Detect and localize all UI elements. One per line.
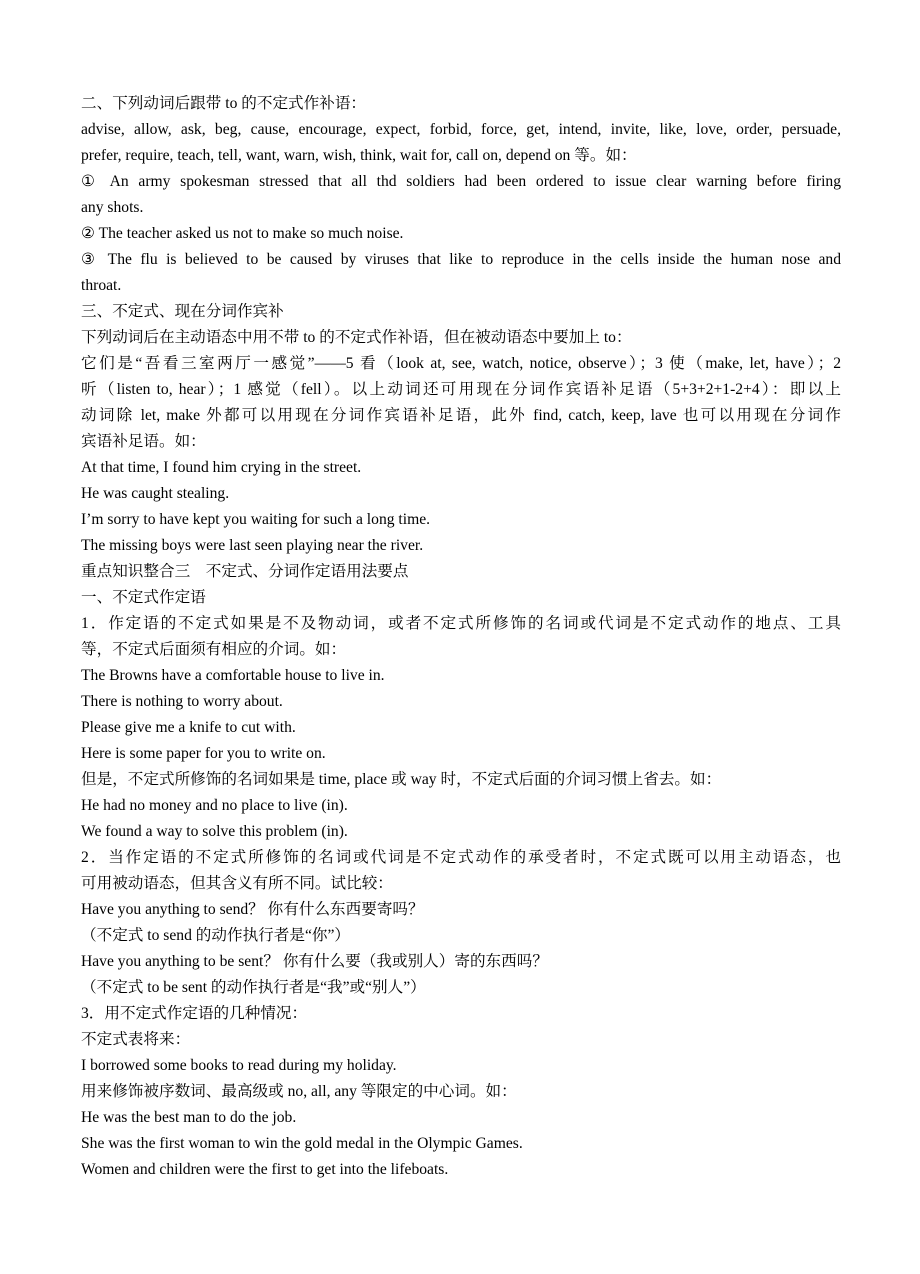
text-line: 三、不定式、现在分词作宾补 xyxy=(81,303,284,320)
text-line: I’m sorry to have kept you waiting for such a long time. xyxy=(81,511,431,528)
text-line: 下列动词后在主动语态中用不带 to 的不定式作补语，但在被动语态中要加上 to： xyxy=(81,329,632,346)
text-line: prefer, require, teach, tell, want, warn, wish, think, wait for, call on, depend on 等。如： xyxy=(81,147,637,164)
text-line: 可用被动语态，但其含义有所不同。试比较： xyxy=(81,875,393,892)
text-line: 1．作定语的不定式如果是不及物动词，或者不定式所修饰的名词或代词是不定式动作的地点、工具 xyxy=(81,615,841,632)
text-line: Women and children were the first to get into the lifeboats. xyxy=(81,1161,449,1178)
text-line: He had no money and no place to live (in). xyxy=(81,797,348,814)
text-line: Here is some paper for you to write on. xyxy=(81,745,326,762)
text-line: any shots. xyxy=(81,199,144,216)
text-line: advise, allow, ask, beg, cause, encourage, expect, forbid, force, get, intend, invite, like, love, order, persuade, xyxy=(81,121,841,138)
text-line: ② The teacher asked us not to make so much noise. xyxy=(81,225,404,242)
text-line: 宾语补足语。如： xyxy=(81,433,206,450)
text-line: The Browns have a comfortable house to live in. xyxy=(81,667,385,684)
text-line: （不定式 to send 的动作执行者是“你”） xyxy=(81,927,350,944)
text-line: Have you anything to be sent？ 你有什么要（我或别人）寄的东西吗？ xyxy=(81,953,548,970)
text-line: 一、不定式作定语 xyxy=(81,589,206,606)
text-line: Have you anything to send？ 你有什么东西要寄吗？ xyxy=(81,901,424,918)
text-line: I borrowed some books to read during my holiday. xyxy=(81,1057,397,1074)
text-line: 重点知识整合三 不定式、分词作定语用法要点 xyxy=(81,563,409,580)
text-line: He was the best man to do the job. xyxy=(81,1109,297,1126)
text-line: 但是，不定式所修饰的名词如果是 time, place 或 way 时，不定式后面的介词习惯上省去。如： xyxy=(81,771,722,788)
text-line: The missing boys were last seen playing near the river. xyxy=(81,537,424,554)
text-line: 它们是“吾看三室两厅一感觉”——5 看（look at, see, watch, notice, observe）；3 使（make, let, have）；2 xyxy=(81,355,841,372)
text-line: 不定式表将来： xyxy=(81,1031,191,1048)
text-line: 听（listen to, hear）；1 感觉（fell）。以上动词还可用现在分词作宾语补足语（5+3+2+1-2+4）：即以上 xyxy=(81,381,841,398)
text-line: We found a way to solve this problem (in). xyxy=(81,823,348,840)
text-line: Please give me a knife to cut with. xyxy=(81,719,296,736)
text-line: 二、下列动词后跟带 to 的不定式作补语： xyxy=(81,95,367,112)
text-line: 用来修饰被序数词、最高级或 no, all, any 等限定的中心词。如： xyxy=(81,1083,517,1100)
text-line: 动词除 let, make 外都可以用现在分词作宾语补足语，此外 find, catch, keep, lave 也可以用现在分词作 xyxy=(81,407,841,424)
text-line: She was the first woman to win the gold medal in the Olympic Games. xyxy=(81,1135,523,1152)
text-line: ③ The flu is believed to be caused by viruses that like to reproduce in the cells inside the human nose and xyxy=(81,251,841,268)
text-line: 等，不定式后面须有相应的介词。如： xyxy=(81,641,347,658)
text-line: 3．用不定式作定语的几种情况： xyxy=(81,1005,308,1022)
text-line: At that time, I found him crying in the street. xyxy=(81,459,362,476)
text-line: 2．当作定语的不定式所修饰的名词或代词是不定式动作的承受者时，不定式既可以用主动语态，也 xyxy=(81,849,841,866)
text-line: He was caught stealing. xyxy=(81,485,230,502)
text-line: ① An army spokesman stressed that all thd soldiers had been ordered to issue clear warning before firing xyxy=(81,173,841,190)
text-line: （不定式 to be sent 的动作执行者是“我”或“别人”） xyxy=(81,979,426,996)
text-line: throat. xyxy=(81,277,122,294)
text-line: There is nothing to worry about. xyxy=(81,693,283,710)
